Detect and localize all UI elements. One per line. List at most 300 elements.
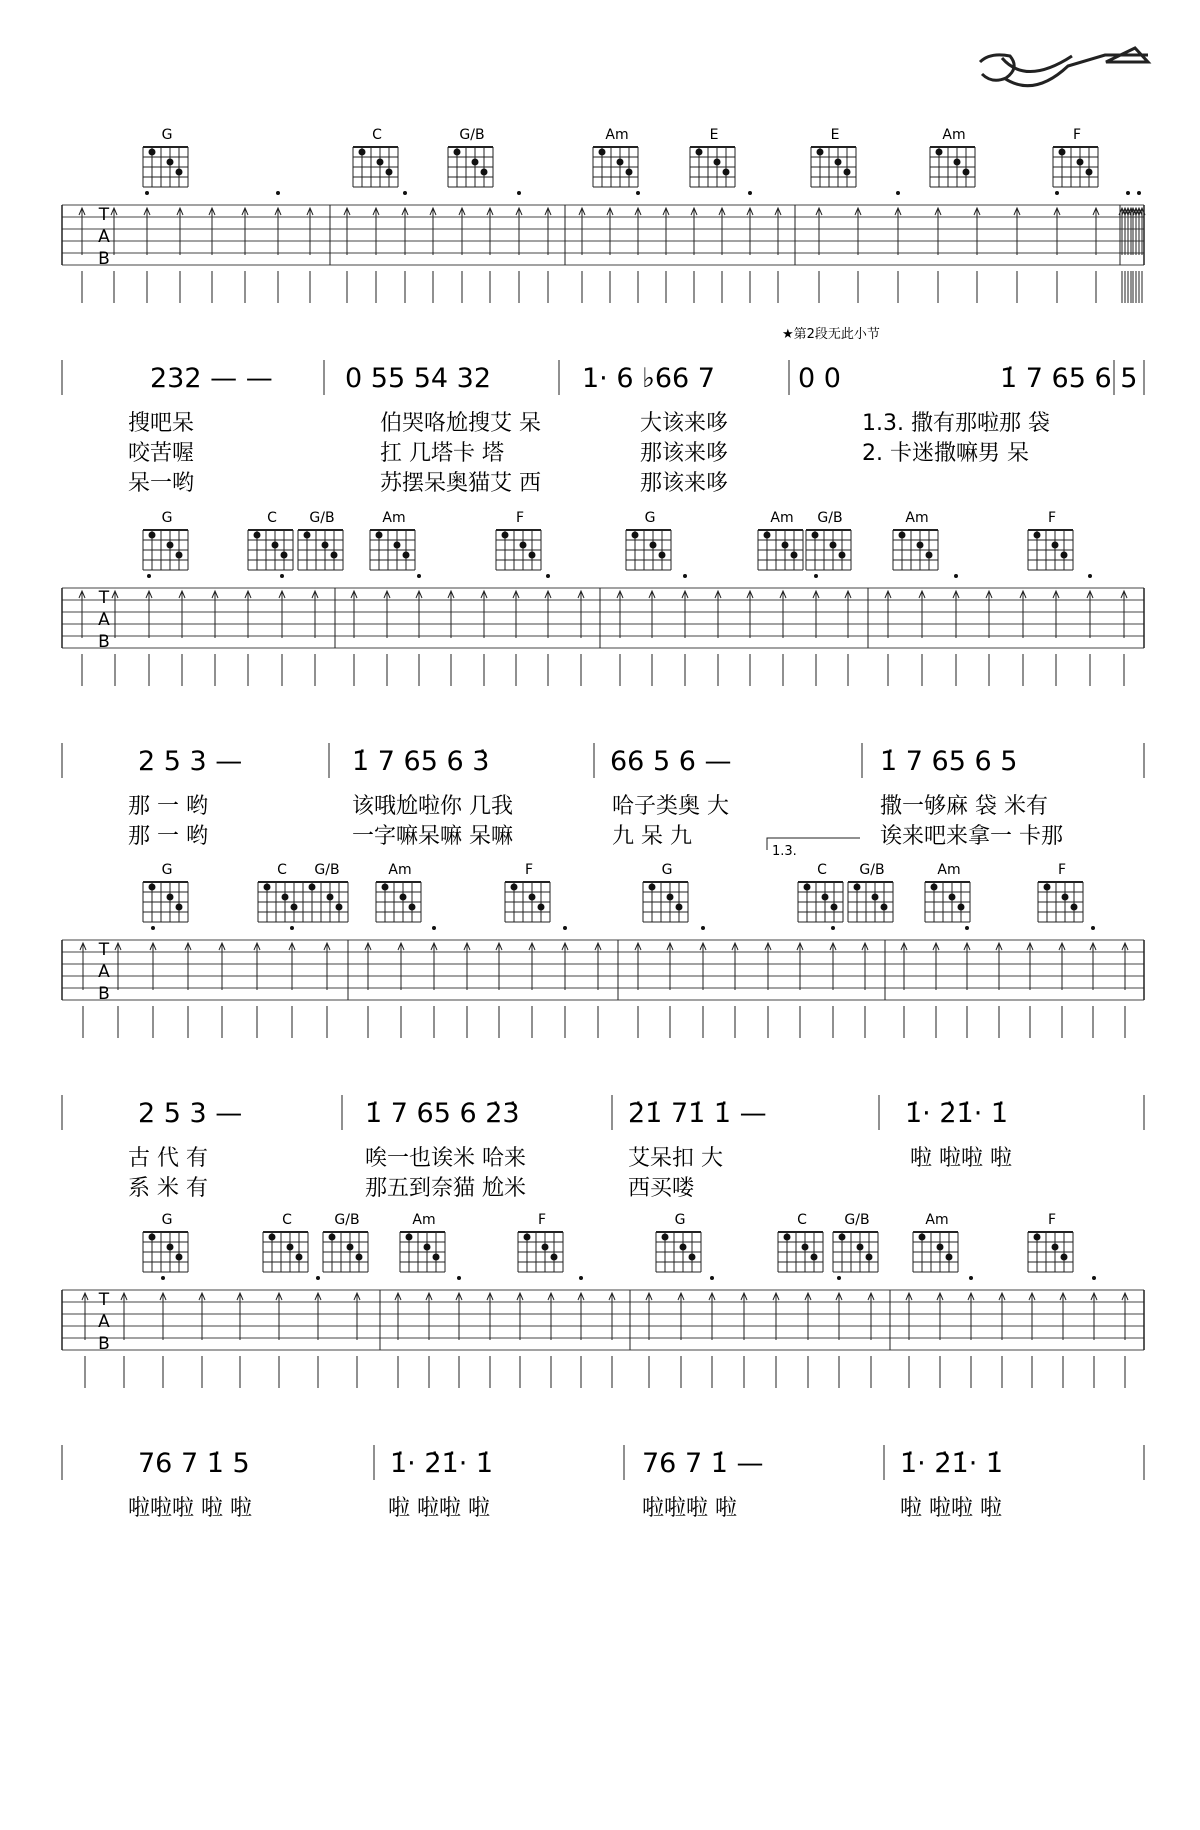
finger-dot: [831, 904, 838, 911]
strum-mark: [212, 591, 218, 686]
finger-dot: [403, 552, 410, 559]
numbered-notation: 1̇ 7 65 6 3̇: [352, 746, 490, 777]
strum-mark: [780, 591, 786, 686]
finger-dot: [377, 159, 384, 166]
strum-mark: [545, 574, 551, 686]
accent-dot: [710, 1276, 714, 1280]
finger-dot: [830, 542, 837, 549]
finger-dot: [946, 1254, 953, 1261]
finger-dot: [1052, 542, 1059, 549]
chord-diagram: [303, 862, 348, 922]
chord-name: G/B: [309, 510, 335, 526]
strum-mark: [289, 926, 295, 1038]
finger-dot: [811, 1254, 818, 1261]
tab-clef-letter: A: [98, 610, 110, 630]
finger-dot: [676, 904, 683, 911]
strum-mark: [816, 208, 822, 303]
strum-mark: [797, 943, 803, 1038]
chord-diagram: [505, 862, 550, 922]
lyric-text: 大该来哆: [640, 411, 729, 436]
strum-mark: [732, 943, 738, 1038]
strum-mark: [430, 208, 436, 303]
finger-dot: [472, 159, 479, 166]
chord-name: C: [797, 1212, 807, 1228]
strum-mark: [456, 1276, 462, 1388]
chord-name: F: [1057, 862, 1067, 878]
strum-mark: [237, 1293, 243, 1388]
accent-dot: [683, 574, 687, 578]
strum-mark: [1093, 208, 1099, 303]
strum-mark: [901, 943, 907, 1038]
lyric-text: 呆一哟: [128, 471, 195, 496]
chord-diagram: [518, 1212, 563, 1272]
chord-name: C: [267, 510, 277, 526]
strum-mark: [649, 591, 655, 686]
strum-mark: [1054, 191, 1060, 303]
strum-mark: [416, 574, 422, 686]
lyric-text: 啦 啦啦 啦: [900, 1496, 1002, 1521]
strum-mark: [885, 591, 891, 686]
strum-mark: [700, 926, 706, 1038]
strum-mark: [275, 191, 281, 303]
strum-mark: [179, 591, 185, 686]
chord-name: G: [161, 1212, 173, 1228]
strum-mark: [315, 1276, 321, 1388]
finger-dot: [784, 1234, 791, 1241]
system-3: [62, 862, 1144, 1201]
chord-diagram: [323, 1212, 368, 1272]
numbered-notation: 76 7 1̇ —: [642, 1448, 764, 1479]
finger-dot: [650, 542, 657, 549]
accent-dot: [147, 574, 151, 578]
finger-dot: [329, 1234, 336, 1241]
accent-dot: [290, 926, 294, 930]
strum-mark: [578, 1276, 584, 1388]
chord-diagram: [376, 862, 421, 922]
strum-mark: [845, 591, 851, 686]
finger-dot: [958, 904, 965, 911]
strum-mark: [481, 591, 487, 686]
finger-dot: [149, 532, 156, 539]
accent-dot: [837, 1276, 841, 1280]
strum-mark: [245, 591, 251, 686]
finger-dot: [524, 1234, 531, 1241]
strum-mark: [529, 943, 535, 1038]
finger-dot: [167, 542, 174, 549]
finger-dot: [936, 149, 943, 156]
strum-mark: [996, 943, 1002, 1038]
lyric-text: 那 一 哟: [128, 824, 208, 849]
accent-dot: [276, 191, 280, 195]
chord-diagram: [143, 1212, 188, 1272]
chord-name: Am: [905, 510, 929, 526]
strum-mark: [562, 926, 568, 1038]
chord-name: G/B: [459, 127, 485, 143]
chord-diagram: [758, 510, 803, 570]
finger-dot: [1062, 894, 1069, 901]
lyric-text: 一字嘛呆嘛 呆嘛: [352, 824, 513, 849]
strum-mark: [395, 1293, 401, 1388]
strum-mark: [1133, 208, 1139, 303]
numbered-notation: 232 — —: [150, 363, 273, 394]
strum-mark: [312, 591, 318, 686]
strum-mark: [579, 208, 585, 303]
finger-dot: [617, 159, 624, 166]
strum-mark: [402, 191, 408, 303]
finger-dot: [599, 149, 606, 156]
finger-dot: [454, 149, 461, 156]
tab-clef-letter: A: [98, 962, 110, 982]
finger-dot: [287, 1244, 294, 1251]
finger-dot: [680, 1244, 687, 1251]
accent-dot: [546, 574, 550, 578]
finger-dot: [782, 542, 789, 549]
numbered-notation: 2 5 3 —: [138, 1098, 243, 1129]
chord-diagram: [448, 127, 493, 187]
strum-mark: [974, 208, 980, 303]
lyric-text: 诶来吧来拿一 卡那: [880, 824, 1063, 849]
accent-dot: [151, 926, 155, 930]
chord-diagram: [1053, 127, 1098, 187]
lyric-text: 那该来哆: [640, 441, 729, 466]
lyric-text: 啦 啦啦 啦: [388, 1496, 490, 1521]
numbered-notation: 76 7 1̇ 5: [138, 1448, 250, 1479]
strum-mark: [150, 926, 156, 1038]
accent-dot: [579, 1276, 583, 1280]
chord-diagram: [593, 127, 638, 187]
lyric-text: 古 代 有: [128, 1146, 208, 1171]
strum-mark: [682, 574, 688, 686]
tab-clef-letter: B: [98, 249, 110, 269]
strum-mark: [351, 591, 357, 686]
accent-dot: [1092, 1276, 1096, 1280]
chord-name: Am: [388, 862, 412, 878]
strum-mark: [344, 208, 350, 303]
finger-dot: [327, 894, 334, 901]
strum-mark: [813, 574, 819, 686]
strum-mark: [1059, 943, 1065, 1038]
finger-dot: [149, 149, 156, 156]
finger-dot: [424, 1244, 431, 1251]
strum-mark: [1060, 1293, 1066, 1388]
accent-dot: [831, 926, 835, 930]
strum-mark: [1020, 591, 1026, 686]
finger-dot: [926, 552, 933, 559]
lyric-text: 啦啦啦 啦: [642, 1496, 737, 1521]
strum-mark: [609, 1293, 615, 1388]
finger-dot: [386, 169, 393, 176]
chord-diagram: [1028, 1212, 1073, 1272]
strum-mark: [279, 574, 285, 686]
finger-dot: [167, 894, 174, 901]
strum-mark: [219, 943, 225, 1038]
accent-dot: [145, 191, 149, 195]
finger-dot: [839, 1234, 846, 1241]
strum-mark: [82, 1293, 88, 1388]
finger-dot: [1044, 884, 1051, 891]
finger-dot: [359, 149, 366, 156]
finger-dot: [520, 542, 527, 549]
tab-clef-letter: B: [98, 632, 110, 652]
chord-diagram: [258, 862, 303, 922]
strum-mark: [545, 208, 551, 303]
finger-dot: [400, 894, 407, 901]
strum-mark: [765, 943, 771, 1038]
finger-dot: [949, 894, 956, 901]
finger-dot: [854, 884, 861, 891]
chord-diagram: [143, 127, 188, 187]
finger-dot: [931, 884, 938, 891]
strum-mark: [678, 1293, 684, 1388]
numbered-notation: 1̇ 7 65 6 5: [880, 746, 1018, 777]
chord-diagram: [298, 510, 343, 570]
finger-dot: [304, 532, 311, 539]
finger-dot: [1071, 904, 1078, 911]
accent-dot: [748, 191, 752, 195]
accent-dot: [563, 926, 567, 930]
system-4: [62, 1212, 1144, 1521]
strum-mark: [365, 943, 371, 1038]
finger-dot: [409, 904, 416, 911]
strum-mark: [855, 208, 861, 303]
finger-dot: [176, 169, 183, 176]
accent-dot: [636, 191, 640, 195]
chord-diagram: [833, 1212, 878, 1272]
chord-name: G: [161, 127, 173, 143]
chord-diagram: [925, 862, 970, 922]
tab-clef-letter: B: [98, 984, 110, 1004]
lyric-text: 1.3. 撒有那啦那 袋: [862, 411, 1050, 436]
strum-mark: [607, 208, 613, 303]
chord-diagram: [913, 1212, 958, 1272]
finger-dot: [649, 884, 656, 891]
strum-mark: [1122, 943, 1128, 1038]
strum-mark: [324, 943, 330, 1038]
accent-dot: [517, 191, 521, 195]
chord-name: Am: [942, 127, 966, 143]
finger-dot: [296, 1254, 303, 1261]
lyric-text: 伯哭咯尬搜艾 呆: [380, 411, 541, 436]
strum-mark: [160, 1276, 166, 1388]
strum-mark: [663, 208, 669, 303]
finger-dot: [433, 1254, 440, 1261]
chord-name: G: [644, 510, 656, 526]
strum-mark: [516, 191, 522, 303]
chord-name: G/B: [844, 1212, 870, 1228]
accent-dot: [316, 1276, 320, 1280]
finger-dot: [881, 904, 888, 911]
finger-dot: [167, 159, 174, 166]
finger-dot: [282, 894, 289, 901]
lyric-text: 哈子类奥 大: [612, 794, 729, 819]
strum-mark: [242, 208, 248, 303]
lyric-text: 那该来哆: [640, 471, 729, 496]
finger-dot: [1059, 149, 1066, 156]
accent-dot: [403, 191, 407, 195]
lyric-text: 扛 几塔卡 塔: [380, 441, 504, 466]
strum-mark: [1029, 1293, 1035, 1388]
numbered-notation: 1̇· 2̇1̇· 1̇: [390, 1448, 494, 1479]
strum-mark: [775, 208, 781, 303]
lyric-text: 艾呆扣 大: [628, 1146, 723, 1171]
chord-name: Am: [770, 510, 794, 526]
finger-dot: [149, 884, 156, 891]
lyric-text: 啦啦啦 啦 啦: [128, 1496, 252, 1521]
finger-dot: [394, 542, 401, 549]
finger-dot: [626, 169, 633, 176]
strum-mark: [426, 1293, 432, 1388]
strum-mark: [496, 943, 502, 1038]
finger-dot: [1034, 532, 1041, 539]
lyric-text: 2. 卡迷撒嘛男 呆: [862, 441, 1029, 466]
strum-mark: [487, 1293, 493, 1388]
accent-dot: [896, 191, 900, 195]
finger-dot: [347, 1244, 354, 1251]
finger-dot: [835, 159, 842, 166]
finger-dot: [714, 159, 721, 166]
strum-mark: [459, 208, 465, 303]
chord-diagram: [798, 862, 843, 922]
finger-dot: [723, 169, 730, 176]
finger-dot: [376, 532, 383, 539]
finger-dot: [689, 1254, 696, 1261]
finger-dot: [937, 1244, 944, 1251]
strum-mark: [517, 1293, 523, 1388]
finger-dot: [963, 169, 970, 176]
strum-mark: [185, 943, 191, 1038]
strum-mark: [398, 943, 404, 1038]
strum-mark: [354, 1293, 360, 1388]
strum-mark: [953, 574, 959, 686]
chord-name: E: [709, 127, 719, 143]
strum-mark: [111, 208, 117, 303]
strum-mark: [177, 208, 183, 303]
chord-diagram: [811, 127, 856, 187]
finger-dot: [149, 1234, 156, 1241]
chord-name: E: [830, 127, 840, 143]
finger-dot: [667, 894, 674, 901]
tab-clef-letter: B: [98, 1334, 110, 1354]
tab-clef-letter: T: [98, 588, 110, 608]
strum-mark: [209, 208, 215, 303]
accent-dot: [814, 574, 818, 578]
strum-mark: [709, 1276, 715, 1388]
finger-dot: [1061, 552, 1068, 559]
strum-mark: [1053, 591, 1059, 686]
finger-dot: [802, 1244, 809, 1251]
strum-mark: [773, 1293, 779, 1388]
finger-dot: [804, 884, 811, 891]
accent-dot: [1126, 191, 1130, 195]
finger-dot: [1086, 169, 1093, 176]
lyric-text: 撒一够麻 袋 米有: [880, 794, 1048, 819]
chord-name: Am: [382, 510, 406, 526]
strum-mark: [868, 1293, 874, 1388]
strum-mark: [933, 943, 939, 1038]
strum-mark: [805, 1293, 811, 1388]
strum-mark: [1087, 574, 1093, 686]
finger-dot: [176, 904, 183, 911]
finger-dot: [866, 1254, 873, 1261]
chord-diagram: [143, 862, 188, 922]
strum-mark: [635, 191, 641, 303]
numbered-notation: 0 55 54 32: [345, 363, 491, 394]
finger-dot: [632, 532, 639, 539]
lyric-text: 九 呆 九: [612, 824, 692, 849]
accent-dot: [965, 926, 969, 930]
strum-mark: [464, 943, 470, 1038]
chord-name: G/B: [859, 862, 885, 878]
numbered-notation: 2̇1̇ 71̇ 1̇ —: [628, 1098, 767, 1129]
finger-dot: [551, 1254, 558, 1261]
finger-dot: [529, 894, 536, 901]
chord-diagram: [893, 510, 938, 570]
lyric-text: 苏摆呆奥猫艾 西: [380, 471, 541, 496]
strum-mark: [80, 943, 86, 1038]
finger-dot: [382, 884, 389, 891]
strum-mark: [964, 926, 970, 1038]
strum-mark: [307, 208, 313, 303]
tab-clef-letter: T: [98, 940, 110, 960]
chord-diagram: [656, 1212, 701, 1272]
strum-mark: [986, 591, 992, 686]
lyric-text: 唉一也诶米 哈来: [365, 1146, 526, 1171]
chord-name: G: [661, 862, 673, 878]
numbered-notation: 2 5 3 —: [138, 746, 243, 777]
finger-dot: [1034, 1234, 1041, 1241]
strum-mark: [667, 943, 673, 1038]
strum-mark: [968, 1276, 974, 1388]
system-2: [62, 510, 1144, 849]
volta-bracket: [767, 838, 860, 859]
chord-name: F: [1047, 510, 1057, 526]
chord-diagram: [778, 1212, 823, 1272]
finger-dot: [1061, 1254, 1068, 1261]
finger-dot: [954, 159, 961, 166]
lyric-text: 该哦尬啦你 几我: [352, 794, 513, 819]
guitar-logo: [980, 48, 1148, 86]
strum-mark: [487, 208, 493, 303]
chord-diagram: [848, 862, 893, 922]
strum-mark: [1125, 191, 1131, 303]
finger-dot: [322, 542, 329, 549]
chord-diagram: [930, 127, 975, 187]
strum-mark: [747, 191, 753, 303]
finger-dot: [696, 149, 703, 156]
finger-dot: [1052, 1244, 1059, 1251]
finger-dot: [254, 532, 261, 539]
finger-dot: [817, 149, 824, 156]
finger-dot: [336, 904, 343, 911]
accent-dot: [1055, 191, 1059, 195]
finger-dot: [281, 552, 288, 559]
strum-mark: [254, 943, 260, 1038]
strum-mark: [146, 574, 152, 686]
lyric-text: 系 米 有: [128, 1176, 208, 1201]
chord-diagram: [400, 1212, 445, 1272]
chord-diagram: [1028, 510, 1073, 570]
strum-mark: [895, 191, 901, 303]
strum-mark: [431, 926, 437, 1038]
chord-name: G/B: [334, 1212, 360, 1228]
strum-mark: [112, 591, 118, 686]
strum-mark: [1122, 1293, 1128, 1388]
chord-name: F: [1072, 127, 1082, 143]
chord-name: F: [1047, 1212, 1057, 1228]
strum-mark: [448, 591, 454, 686]
chord-diagram: [626, 510, 671, 570]
lyric-text: 搜吧呆: [128, 411, 195, 436]
